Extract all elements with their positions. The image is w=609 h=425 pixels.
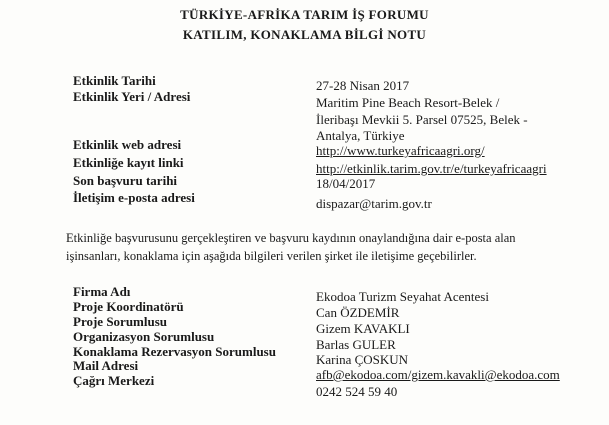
document-title: TÜRKİYE-AFRİKA TARIM İŞ FORUMU bbox=[180, 7, 429, 22]
event-place-line1: Maritim Pine Beach Resort-Belek / bbox=[316, 95, 500, 110]
event-email-value: dispazar@tarim.gov.tr bbox=[316, 196, 432, 211]
event-place-line3: Antalya, Türkiye bbox=[316, 128, 405, 143]
call-center-label: Çağrı Merkezi bbox=[73, 373, 155, 388]
organization-responsible-value: Barlas GULER bbox=[316, 337, 396, 352]
mail-address-label: Mail Adresi bbox=[73, 358, 139, 373]
project-coordinator-value: Can ÖZDEMİR bbox=[316, 305, 400, 320]
project-responsible-value: Gizem KAVAKLI bbox=[316, 321, 410, 336]
project-responsible-label: Proje Sorumlusu bbox=[73, 314, 168, 329]
organization-responsible-label: Organizasyon Sorumlusu bbox=[73, 329, 215, 344]
event-registration-label: Etkinliğe kayıt linki bbox=[73, 155, 184, 170]
mail-address-link[interactable]: afb@ekodoa.com/gizem.kavakli@ekodoa.com bbox=[316, 367, 560, 382]
info-paragraph-line2: işinsanları, konaklama için aşağıda bilgileri verilen şirket ile iletişime geçebilirler. bbox=[66, 249, 477, 263]
accommodation-reservation-value: Karina ÇOSKUN bbox=[316, 352, 409, 367]
event-web-link[interactable]: http://www.turkeyafricaagri.org/ bbox=[316, 143, 485, 158]
document-subtitle: KATILIM, KONAKLAMA BİLGİ NOTU bbox=[182, 27, 427, 42]
event-place-label: Etkinlik Yeri / Adresi bbox=[73, 89, 191, 104]
info-paragraph-line1: Etkinliğe başvurusunu gerçekleştiren ve başvuru kaydının onaylandığına dair e-posta alan bbox=[66, 231, 516, 245]
event-date-value: 27-28 Nisan 2017 bbox=[316, 78, 410, 93]
event-date-label: Etkinlik Tarihi bbox=[73, 73, 156, 88]
event-deadline-value: 18/04/2017 bbox=[316, 176, 376, 191]
info-paragraph bbox=[66, 229, 571, 265]
event-registration-link[interactable]: http://etkinlik.tarim.gov.tr/e/turkeyafricaagri bbox=[316, 161, 547, 176]
event-deadline-label: Son başvuru tarihi bbox=[73, 173, 178, 188]
firm-name-label: Firma Adı bbox=[73, 284, 131, 299]
call-center-value: 0242 524 59 40 bbox=[316, 384, 398, 399]
event-web-label: Etkinlik web adresi bbox=[73, 137, 182, 152]
event-place-line2: İleribaşı Mevkii 5. Parsel 07525, Belek - bbox=[316, 112, 528, 127]
accommodation-reservation-label: Konaklama Rezervasyon Sorumlusu bbox=[73, 344, 276, 359]
project-coordinator-label: Proje Koordinatörü bbox=[73, 299, 184, 314]
event-email-label: İletişim e-posta adresi bbox=[73, 190, 195, 205]
firm-name-value: Ekodoa Turizm Seyahat Acentesi bbox=[316, 289, 489, 304]
